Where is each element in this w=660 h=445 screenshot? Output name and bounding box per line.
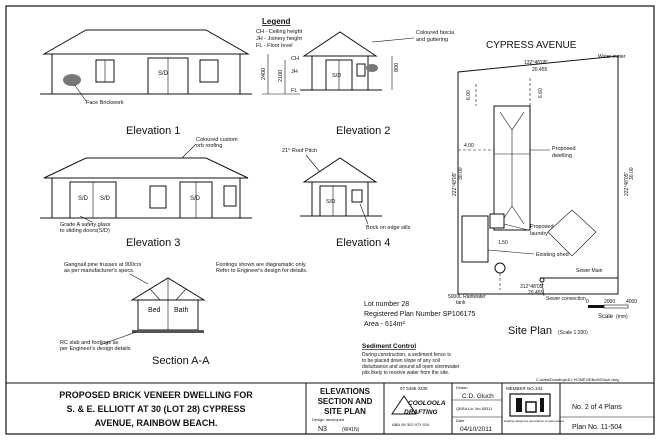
tank-label-2: tank <box>456 300 466 306</box>
elevation-3-sd-label-3: S/D <box>190 196 201 202</box>
label-ch: CH <box>291 56 299 62</box>
left-bearing: 222°48'05" <box>452 171 458 196</box>
legend-item-jh: JH - Joinery height <box>256 36 302 42</box>
elevation-1-roof <box>44 30 248 54</box>
elevation-4-roof <box>304 158 376 182</box>
elevation-3-sd-label-2: S/D <box>100 196 111 202</box>
site-plan-heading: Site Plan <box>508 325 553 337</box>
roof-label-2: orb roofing <box>196 143 223 149</box>
site-plan-drawing <box>448 40 638 306</box>
side-setback-400: 4.00 <box>464 143 474 149</box>
proposed-laundry <box>490 214 504 228</box>
elevation-3-heading: Elevation 3 <box>126 237 181 249</box>
elevation-1-heading: Elevation 1 <box>126 125 181 137</box>
face-brick-label: Face Brickwork <box>86 100 124 106</box>
tank-label-1: 5000L Rainwater <box>448 294 486 300</box>
roof-pitch-label: 21° Roof Pitch <box>282 148 318 154</box>
right-bearing: 222°48'05" <box>624 171 630 196</box>
file-path: C:\data\Drawings\EJ HOME2\Elliott\Gluch.dwg <box>536 377 619 382</box>
rainwater-tank <box>495 263 505 273</box>
section-slab <box>132 330 204 333</box>
title-block <box>59 383 654 434</box>
rc-slab-label-1: RC slab and footings as <box>60 340 119 346</box>
design-developed-label: Design developed <box>312 417 345 422</box>
site-plan-scale: (Scale 1:200) <box>558 330 588 336</box>
laundry-label-1: Proposed <box>530 224 554 230</box>
bottom-length: 20.455 <box>528 290 544 296</box>
guttering-label: and guttering <box>416 37 449 43</box>
fascia-label: Coloured fascia <box>416 30 455 36</box>
elevation-2-heading: Elevation 2 <box>336 125 391 137</box>
bdaq-tagline: building designers association of queensland <box>504 419 564 423</box>
company-abn: ABN 69 302 973 924 <box>392 422 430 427</box>
gangnail-label-2: as per manufacturer's specs. <box>64 268 135 274</box>
drawn-label: Drawn <box>456 385 468 390</box>
setback-660: 6.60 <box>538 88 544 98</box>
laundry-label-2: laundry <box>530 231 549 237</box>
elevation-1-sd-label: S/D <box>158 71 169 77</box>
plan-number: Plan No. 11-504 <box>572 424 623 431</box>
sediment-line-4: pits likely to receive water from the site. <box>362 370 450 376</box>
rc-slab-label-2: per Engineer's design details <box>60 346 131 352</box>
legend-title: Legend <box>262 17 291 26</box>
sediment-line-3: disturbance and around all open stormwater <box>362 364 460 370</box>
scale-label: Scale <box>598 314 614 320</box>
sediment-line-1: During construction, a sediment fence is <box>362 352 451 358</box>
sheet-title-1: ELEVATIONS <box>320 387 370 396</box>
company-name-1: COOLOOLA <box>408 400 446 407</box>
dim-2100: 2100 <box>278 69 284 82</box>
elevation-2-roof <box>304 32 376 56</box>
footings-label-1: Footings shown are diagramatic only. <box>216 262 307 268</box>
existing-shed <box>462 216 488 262</box>
design-code: N3 <box>318 426 327 433</box>
elevation-4-drawing <box>300 158 411 231</box>
sheet-title-2: SECTION AND <box>317 397 373 406</box>
bottom-bearing: 312°48'05" <box>520 284 545 290</box>
sediment-title: Sediment Control <box>362 343 417 350</box>
existing-shed-label: Existing shed <box>536 252 569 258</box>
water-meter-label: Water meter <box>598 54 626 60</box>
gangnail-label-1: Gangnail pine trusses at 900crs <box>64 262 142 268</box>
street-name: CYPRESS AVENUE <box>486 40 577 51</box>
drawn-by: C.D. Gluch <box>462 393 494 400</box>
elevation-3-roof <box>44 158 248 178</box>
elevation-3-drawing <box>40 158 252 234</box>
dwelling-label-1: Proposed <box>552 146 576 152</box>
elevation-1-window-2 <box>200 60 218 82</box>
date-label: Date <box>456 418 465 423</box>
sewer-connection-label: Sewer connection <box>546 296 586 302</box>
design-code-sub: (W41N) <box>342 427 360 433</box>
top-length: 20.455 <box>532 67 548 73</box>
qbsa-licence: QBSA Lic. No.65311 <box>456 406 493 411</box>
member-number: MEMBER NO.342 <box>506 386 543 391</box>
project-line-1: PROPOSED BRICK VENEER DWELLING FOR <box>59 390 253 400</box>
side-setback-150: 1.50 <box>498 240 508 246</box>
scale-tick-4000: 4000 <box>626 299 638 305</box>
sheet-title-3: SITE PLAN <box>324 407 366 416</box>
legend-item-ch: CH - Ceiling height <box>256 29 303 35</box>
lot-number: Lot number 28 <box>364 301 410 308</box>
scale-bar <box>586 299 637 320</box>
face-brick-hatch <box>63 74 81 86</box>
label-jh: JH <box>291 69 298 75</box>
safety-glass-label-1: Grade A safety glass <box>60 222 111 228</box>
label-fl: FL <box>291 88 298 94</box>
elevation-3-sd-label-1: S/D <box>78 196 89 202</box>
bed-label: Bed <box>148 307 161 314</box>
lot-area: Area - 614m² <box>364 321 405 328</box>
scale-tick-2000: 2000 <box>604 299 616 305</box>
sediment-control-note <box>362 343 460 376</box>
top-bearing: 132°48'05" <box>524 60 549 66</box>
elevation-4-heading: Elevation 4 <box>336 237 391 249</box>
company-phone: 07 5485 0239 <box>400 386 428 391</box>
safety-glass-label-2: to sliding doors(S/D) <box>60 228 110 234</box>
bath-label: Bath <box>174 307 189 314</box>
sewer-main-label: Sewer Main <box>576 268 603 274</box>
roof-label-1: Coloured custom <box>196 137 238 143</box>
elevation-2-drawing <box>300 30 455 90</box>
section-heading: Section A-A <box>152 355 210 367</box>
drawing-date: 04/10/2011 <box>460 426 493 433</box>
left-length: 30.00 <box>458 167 464 180</box>
sheet-number: No. 2 of 4 Plans <box>572 404 622 411</box>
footings-label-2: Refer to Engineer's design for details. <box>216 268 308 274</box>
scale-tick-0: 0 <box>586 299 589 305</box>
dim-2400: 2400 <box>261 67 267 80</box>
legend-item-fl: FL - Floor level <box>256 43 293 49</box>
sewer-access-symbol <box>548 210 596 256</box>
setback-600: 6.00 <box>466 90 472 100</box>
company-name-2: DRAFTING <box>404 409 438 416</box>
dwelling-label-2: dwelling <box>552 153 572 159</box>
dim-800: 800 <box>394 62 400 72</box>
right-length: 30.00 <box>629 167 635 180</box>
project-line-3: AVENUE, RAINBOW BEACH. <box>94 418 218 428</box>
project-line-2: S. & E. ELLIOTT AT 30 (LOT 28) CYPRESS <box>66 404 246 414</box>
elevation-4-sd-label: S/D <box>326 199 336 205</box>
legend <box>256 17 303 49</box>
section-drawing <box>60 262 308 352</box>
registered-plan: Registered Plan Number SP106175 <box>364 311 476 318</box>
scale-unit: (mm) <box>616 314 628 320</box>
brick-sill-label: Brick on edge sills <box>366 225 411 231</box>
sediment-line-2: to be placed down slope of any soil <box>362 358 440 364</box>
elevation-2-sd-label: S/D <box>332 73 342 79</box>
